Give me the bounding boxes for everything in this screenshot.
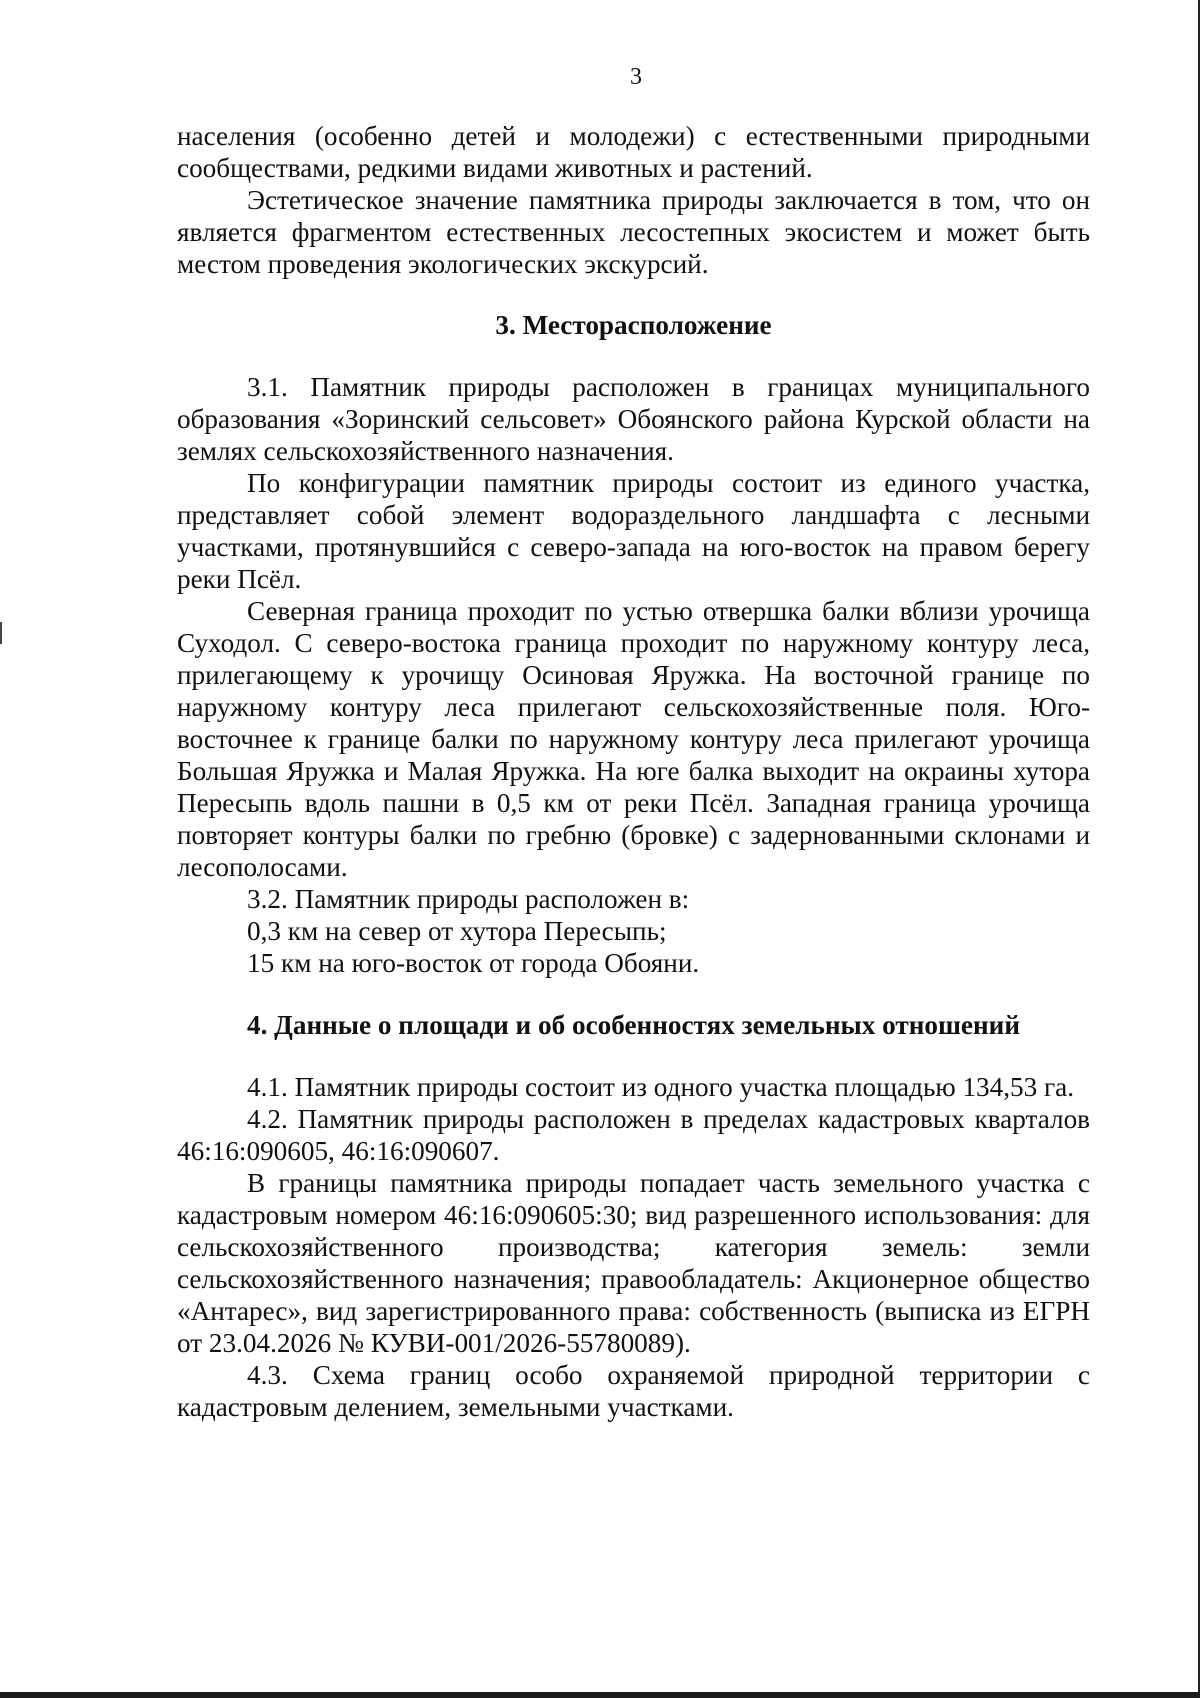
section-3-paragraph-3: Северная граница проходит по устью отвершка балки вблизи урочища Суходол. С северо-востока граница проходит по наружному контуру леса, прилегающему к урочищу Осиновая Яружка. На восточной границе по наружному контуру леса прилегают сельскохозяйственные поля. Юго-восточнее к границе балки по наружному контуру леса прилегают урочища Большая Яружка и Малая Яружка. На юге балка выходит на окраины хутора Пересыпь вдоль пашни в 0,5 км от реки Псёл. Западная граница урочища повторяет контуры балки по гребню (бровке) с задернованными склонами и лесополосами. (177, 596, 1090, 882)
section-4-paragraph-1: 4.1. Памятник природы состоит из одного участка площадью 134,53 га. (247, 1072, 1075, 1102)
section-3-heading: 3. Месторасположение (495, 310, 772, 340)
section-3-paragraph-4: 3.2. Памятник природы расположен в: (247, 884, 690, 914)
section-3-paragraph-2: По конфигурации памятник природы состоит из единого участка, представляет собой элемент водораздельного ландшафта с лесными участками, протянувшийся с северо-запада на юго-восток на правом берегу реки Псёл. (177, 468, 1090, 594)
section-4-paragraph-4: 4.3. Схема границ особо охраняемой природной территории с кадастровым делением, земельными участками. (177, 1360, 1090, 1422)
document-body (177, 120, 1090, 1423)
section-4-heading: 4. Данные о площади и об особенностях земельных отношений (246, 1010, 1020, 1040)
section-3-paragraph-6: 15 км на юго-восток от города Обояни. (247, 948, 700, 978)
scan-edge-mark (0, 622, 2, 644)
section-3-paragraph-1: 3.1. Памятник природы расположен в границах муниципального образования «Зоринский сельсовет» Обоянского района Курской области на землях сельскохозяйственного назначения. (177, 372, 1090, 466)
page-number: 3 (630, 64, 642, 90)
intro-paragraph-aesthetic: Эстетическое значение памятника природы заключается в том, что он является фрагментом естественных лесостепных экосистем и может быть местом проведения экологических экскурсий. (177, 185, 1090, 279)
section-3-paragraph-5: 0,3 км на север от хутора Пересыпь; (247, 916, 667, 946)
scan-edge-bottom (0, 1692, 1200, 1698)
section-4-paragraph-2: 4.2. Памятник природы расположен в пределах кадастровых кварталов 46:16:090605, 46:16:090607. (177, 1104, 1090, 1166)
intro-paragraph-continued: населения (особенно детей и молодежи) с естественными природными сообществами, редкими видами животных и растений. (177, 121, 1090, 183)
section-4-paragraph-3: В границы памятника природы попадает часть земельного участка с кадастровым номером 46:16:090605:30; вид разрешенного использования: для сельскохозяйственного производства; категория земель: земли сельскохозяйственного назначения; правообладатель: Акционерное общество «Антарес», вид зарегистрированного права: собственность (выписка из ЕГРН от 23.04.2026 № КУВИ-001/2026-55780089). (177, 1168, 1090, 1358)
